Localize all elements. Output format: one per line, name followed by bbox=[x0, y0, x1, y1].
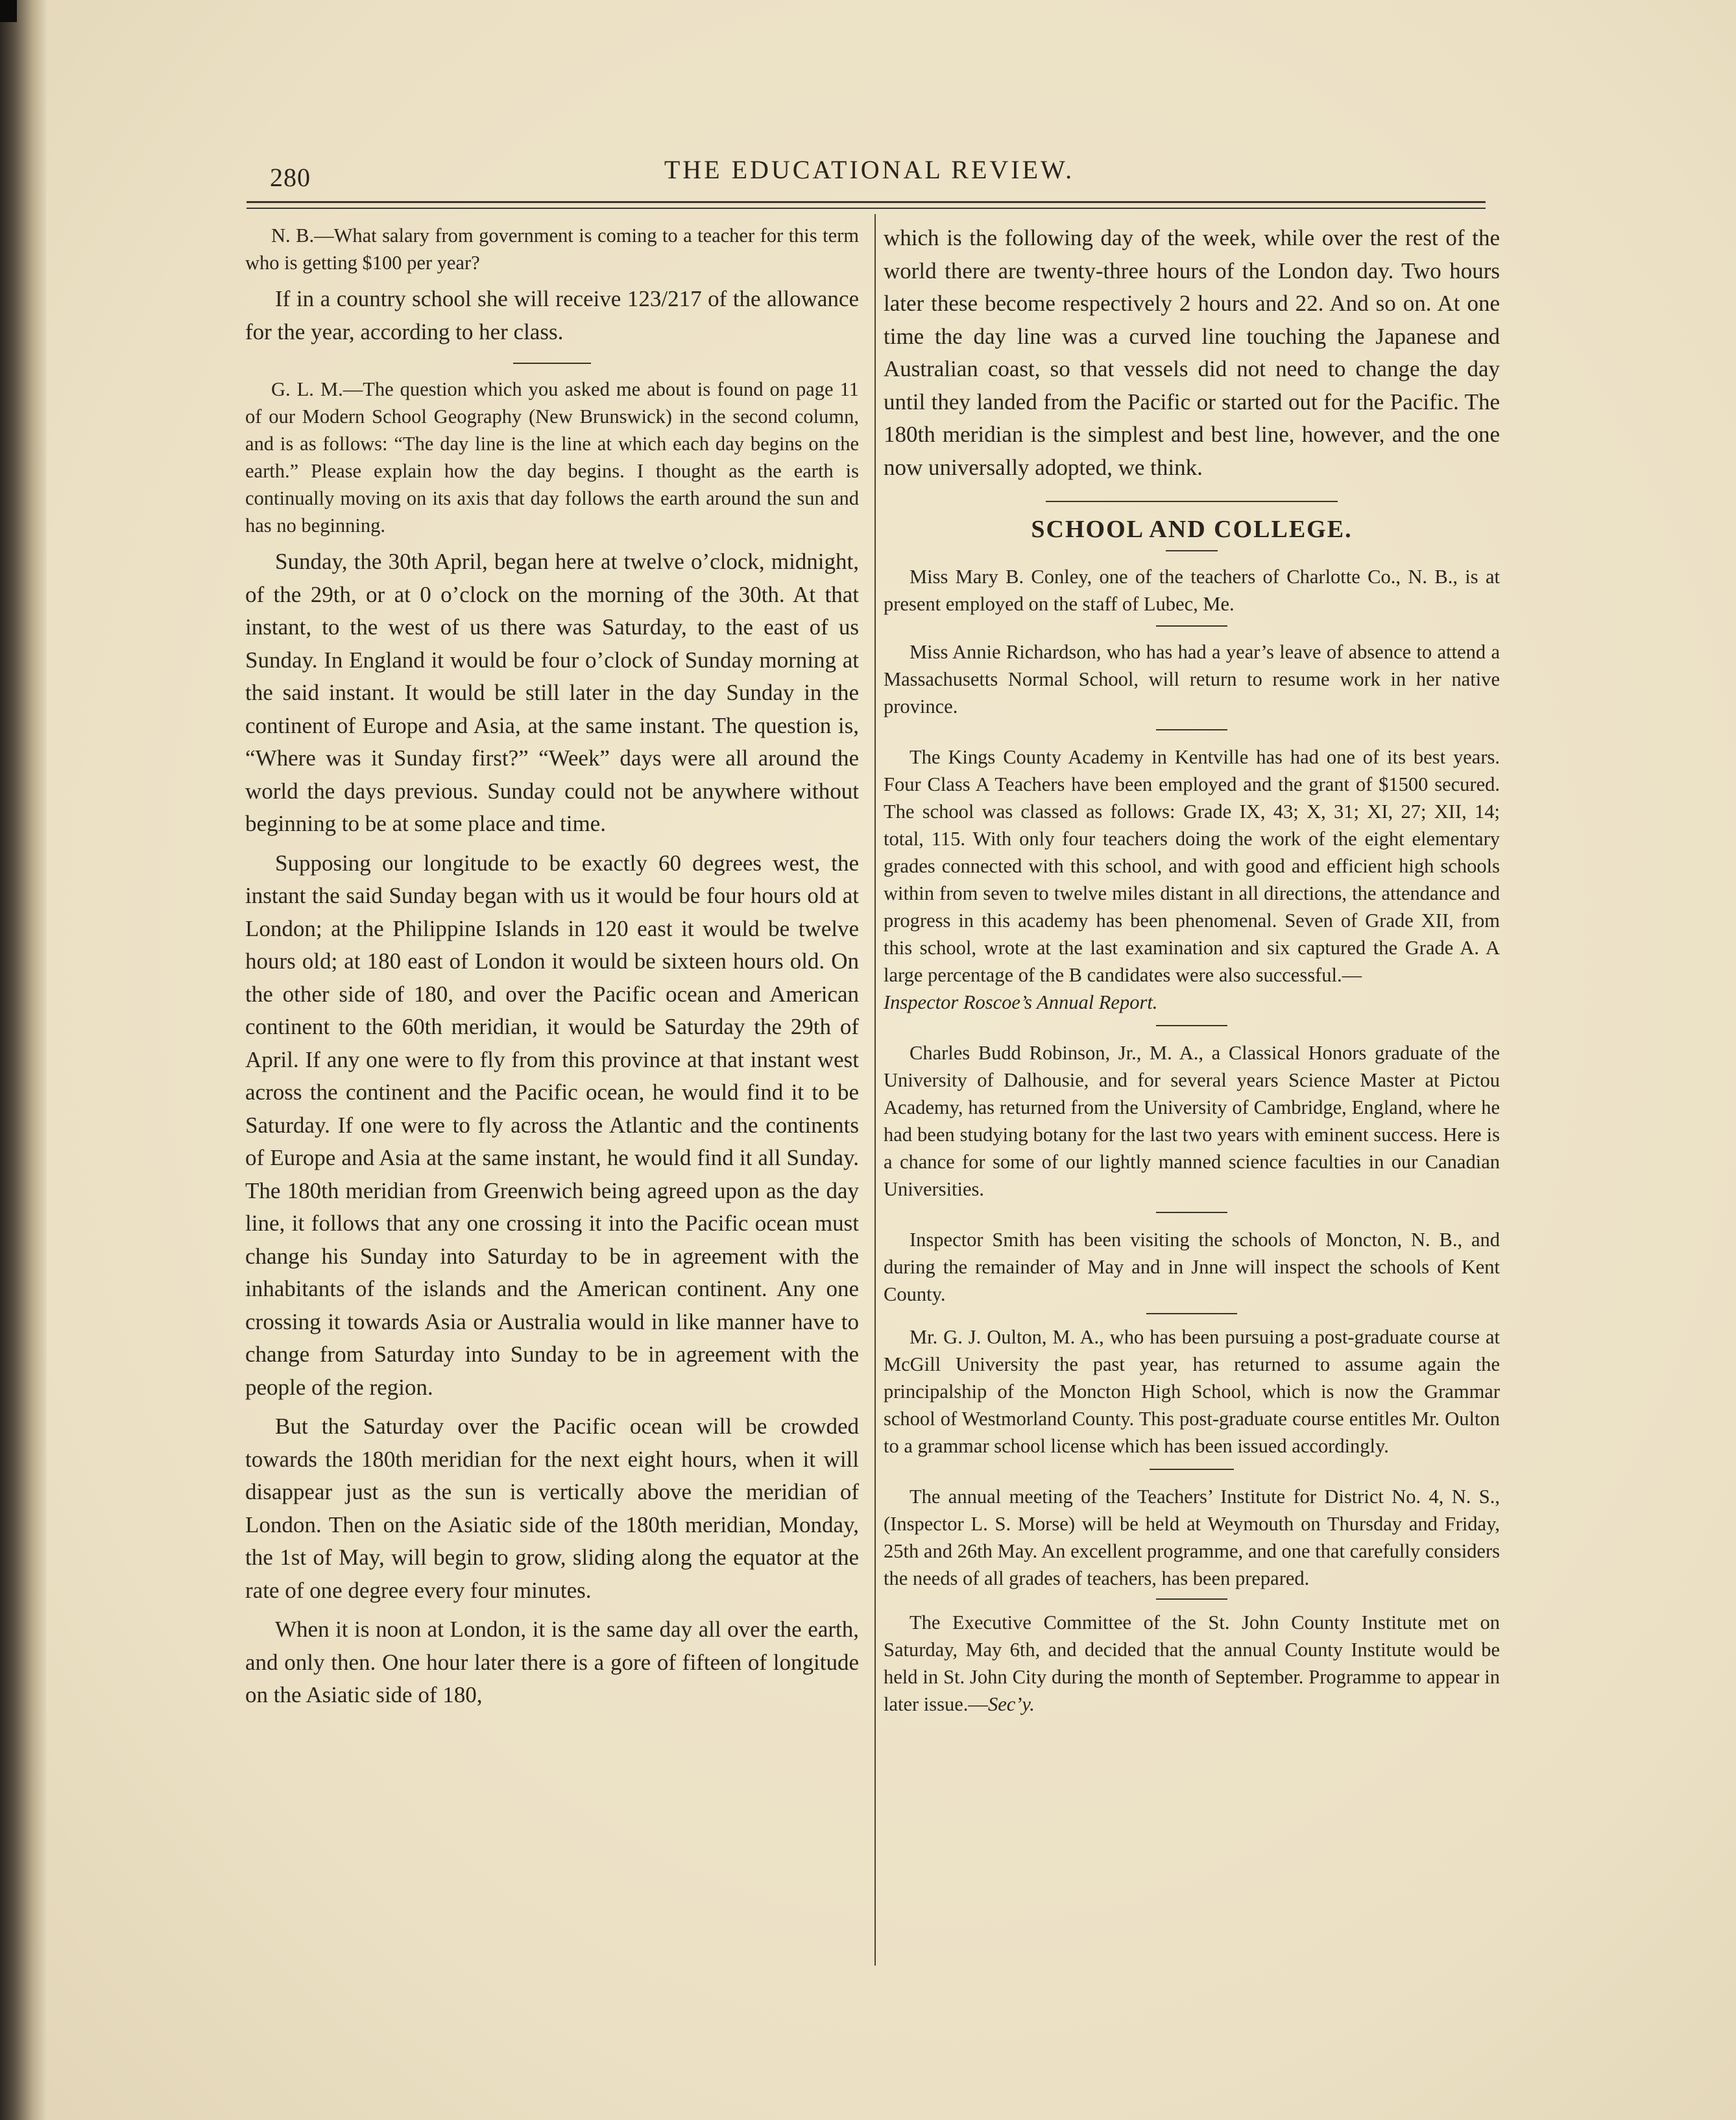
answer-paragraph-3: But the Saturday over the Pacific ocean will be crowded towards the 180th meridian for the next eight hours, when it will disappear just as the sun is vertically above the meridian of London. Then on the Asiatic side of the 180th meridian, Monday, the 1st of May, will begin to grow, sliding along the equator at the rate of one degree every four minutes. bbox=[245, 1414, 859, 1603]
news-item: Miss Annie Richardson, who has had a year’s leave of absence to attend a Massachusetts Normal School, will return to resume work in her native province. bbox=[884, 641, 1500, 717]
nb-query: N. B.—What salary from government is coming to a teacher for this term who is getting $100 per year? bbox=[245, 224, 859, 274]
news-item: Miss Mary B. Conley, one of the teachers of Charlotte Co., N. B., is at present employed on the staff of Lubec, Me. bbox=[884, 566, 1500, 615]
news-item: Charles Budd Robinson, Jr., M. A., a Classical Honors graduate of the University of Dalhousie, and for several years Science Master at Pictou Academy, has returned from the University of Cambridge, England, where he had been studying botany for the last two years with eminent success. Here is a chance for some of our lightly manned science faculties in our Canadian Universities. bbox=[884, 1042, 1500, 1200]
news-item: The annual meeting of the Teachers’ Institute for District No. 4, N. S., (Inspector L. S. Morse) will be held at Weymouth on Thursday and Friday, 25th and 26th May. An excellent programme, and one that carefully considers the needs of all grades of teachers, has been prepared. bbox=[884, 1486, 1500, 1589]
news-item bbox=[884, 743, 1500, 1016]
answer-paragraph-2: Supposing our longitude to be exactly 60 degrees west, the instant the said Sunday began with us it would be four hours old at London; at the Philippine Islands in 120 east it would be twelve hours old; at 180 east of London it would be sixteen hours old. On the other side of 180, and over the Pacific ocean and American continent to the 60th meridian, it would be Saturday the 29th of April. If any one were to fly from this province at that instant west across the continent and the Pacific ocean, he would find it to be Saturday. If one were to fly across the Atlantic and the continents of Europe and Asia at the same instant, he would find it all Sunday. The 180th meridian from Greenwich being agreed upon as the day line, it follows that any one crossing it into the Pacific ocean must change his Sunday into Saturday to be in agreement with the inhabitants of the islands and the American continent. Any one crossing it towards Asia or Australia would in like manner have to change from Saturday into Sunday to be in agreement with the people of the region. bbox=[245, 850, 859, 1400]
left-column bbox=[245, 222, 859, 1712]
news-item: Mr. G. J. Oulton, M. A., who has been pursuing a post-graduate course at McGill University the past year, has returned to assume again the principalship of the Moncton High School, which is now the Grammar school of Westmorland County. This post-graduate course entitles Mr. Oulton to a grammar school license which has been issued accordingly. bbox=[884, 1326, 1500, 1457]
column-divider bbox=[874, 214, 876, 1966]
nb-answer: If in a country school she will receive 123/217 of the allowance for the year, according to her class. bbox=[245, 286, 859, 344]
right-column bbox=[884, 222, 1500, 1718]
separator-rule bbox=[1156, 1025, 1227, 1026]
page-header bbox=[247, 154, 1492, 193]
separator-rule bbox=[1166, 550, 1218, 551]
news-item-signature: Sec’y. bbox=[987, 1693, 1035, 1715]
answer-paragraph-1: Sunday, the 30th April, began here at twelve o’clock, midnight, of the 29th, or at 0 o’clock on the morning of the 30th. At that instant, to the west of us there was Saturday, to the east of us Sunday. In England it would be four o’clock of Sunday morning at the said instant. It would be still later in the day Sunday in the continent of Europe and Asia, at the same instant. The question is, “Where was it Sunday first?” “Week” days were all around the world the days previous. Sunday could not be anywhere without beginning to be at some place and time. bbox=[245, 549, 859, 836]
news-item bbox=[884, 1609, 1500, 1718]
news-item-signature: Inspector Roscoe’s Annual Report. bbox=[884, 991, 1158, 1013]
news-item-text: The Kings County Academy in Kentville has had one of its best years. Four Class A Teachers have been employed and the grant of $1500 secured. The school was classed as follows: Grade IX, 43; X, 31; XI, 27; XII, 14; total, 115. With only four teachers doing the work of the eight elementary grades connected with this school, and with good and efficient high schools within from seven to twelve miles distant in all directions, the attendance and progress in this academy has been phenomenal. Seven of Grade XII, from this school, wrote at the last examination and six captured the Grade A. A large percentage of the B candidates were also successful.— bbox=[884, 746, 1500, 986]
journal-title: THE EDUCATIONAL REVIEW. bbox=[664, 155, 1075, 184]
answer-paragraph-4: When it is noon at London, it is the same day all over the earth, and only then. One hour later there is a gore of fifteen of longitude on the Asiatic side of 180, bbox=[245, 1617, 859, 1707]
news-item-text: The Executive Committee of the St. John County Institute met on Saturday, May 6th, and decided that the annual County Institute would be held in St. John City during the month of September. Programme to appear in later issue.— bbox=[884, 1611, 1500, 1715]
separator-rule bbox=[1156, 1598, 1227, 1600]
page-number: 280 bbox=[270, 163, 311, 192]
glm-query: G. L. M.—The question which you asked me about is found on page 11 of our Modern School Geography (New Brunswick) in the second column, and is as follows: “The day line is the line at which each day begins on the earth.” Please explain how the day begins. I thought as the earth is continually moving on its axis that day follows the earth around the sun and has no beginning. bbox=[245, 378, 859, 536]
separator-rule bbox=[1156, 729, 1227, 730]
book-binding bbox=[0, 0, 47, 2120]
section-heading: SCHOOL AND COLLEGE. bbox=[1031, 516, 1353, 543]
news-item: Inspector Smith has been visiting the schools of Moncton, N. B., and during the remainder of May and in Jnne will inspect the schools of Kent County. bbox=[884, 1229, 1500, 1305]
separator-rule bbox=[1146, 1313, 1237, 1314]
separator-rule bbox=[1156, 625, 1227, 627]
header-rule-thick bbox=[247, 201, 1486, 203]
separator-rule bbox=[1150, 1469, 1234, 1470]
binding-corner bbox=[0, 0, 17, 22]
header-rule-thin bbox=[247, 208, 1486, 209]
separator-rule bbox=[1156, 1212, 1227, 1213]
section-rule bbox=[1046, 501, 1338, 502]
separator-rule bbox=[513, 363, 591, 364]
continuation-paragraph: which is the following day of the week, while over the rest of the world there are twenty-three hours of the London day. Two hours later these become respectively 2 hours and 22. And so on. At one time the day line was a curved line touching the Japanese and Australian coast, so that vessels did not need to change the day until they landed from the Pacific or started out for the Pacific. The 180th meridian is the simplest and best line, however, and the one now universally adopted, we think. bbox=[884, 225, 1500, 480]
